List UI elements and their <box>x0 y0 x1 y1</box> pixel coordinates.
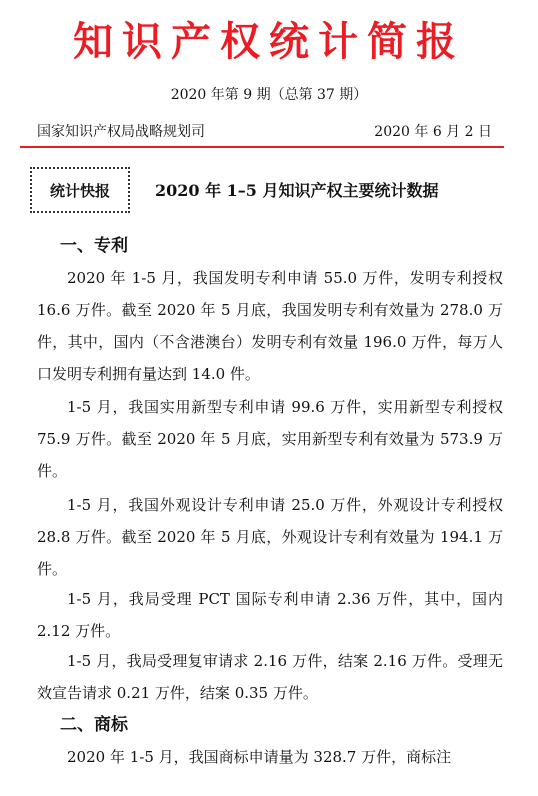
article-headline: 2020 年 1–5 月知识产权主要统计数据 <box>155 181 439 200</box>
section-title-trademark: 二、商标 <box>60 715 128 735</box>
trademark-paragraph: 2020 年 1-5 月，我国商标申请量为 328.7 万件，商标注 <box>67 748 452 766</box>
patent-paragraph-pct: 1-5 月，我局受理 PCT 国际专利申请 2.36 万件，其中，国内 2.12 万件。 <box>37 590 503 640</box>
issue-number: 2020 年第 9 期（总第 37 期） <box>170 87 368 103</box>
department-name: 国家知识产权局战略规划司 <box>37 124 205 140</box>
patent-paragraph-review: 1-5 月，我局受理复审请求 2.16 万件，结案 2.16 万件。受理无效宣告请求 0.21 万件，结案 0.35 万件。 <box>37 652 503 702</box>
patent-paragraph-invention: 2020 年 1-5 月，我国发明专利申请 55.0 万件，发明专利授权 16.6 万件。截至 2020 年 5 月底，我国发明专利有效量为 278.0 万件，其中，国内（不含港澳台）发明专利有效量 196.0 万件，每万人口发明专利拥有量达到 14.0 件。 <box>37 269 503 383</box>
section-title-patent: 一、专利 <box>60 236 128 256</box>
flash-report-tag: 统计快报 <box>30 167 130 213</box>
patent-paragraph-design: 1-5 月，我国外观设计专利申请 25.0 万件，外观设计专利授权 28.8 万件。截至 2020 年 5 月底，外观设计专利有效量为 194.1 万件。 <box>37 496 503 578</box>
bulletin-title: 知识产权统计简报 <box>73 19 465 65</box>
patent-paragraph-utility-model: 1-5 月，我国实用新型专利申请 99.6 万件，实用新型专利授权 75.9 万件。截至 2020 年 5 月底，实用新型专利有效量为 573.9 万件。 <box>37 398 503 480</box>
publish-date: 2020 年 6 月 2 日 <box>374 124 492 140</box>
header-divider <box>20 146 504 148</box>
